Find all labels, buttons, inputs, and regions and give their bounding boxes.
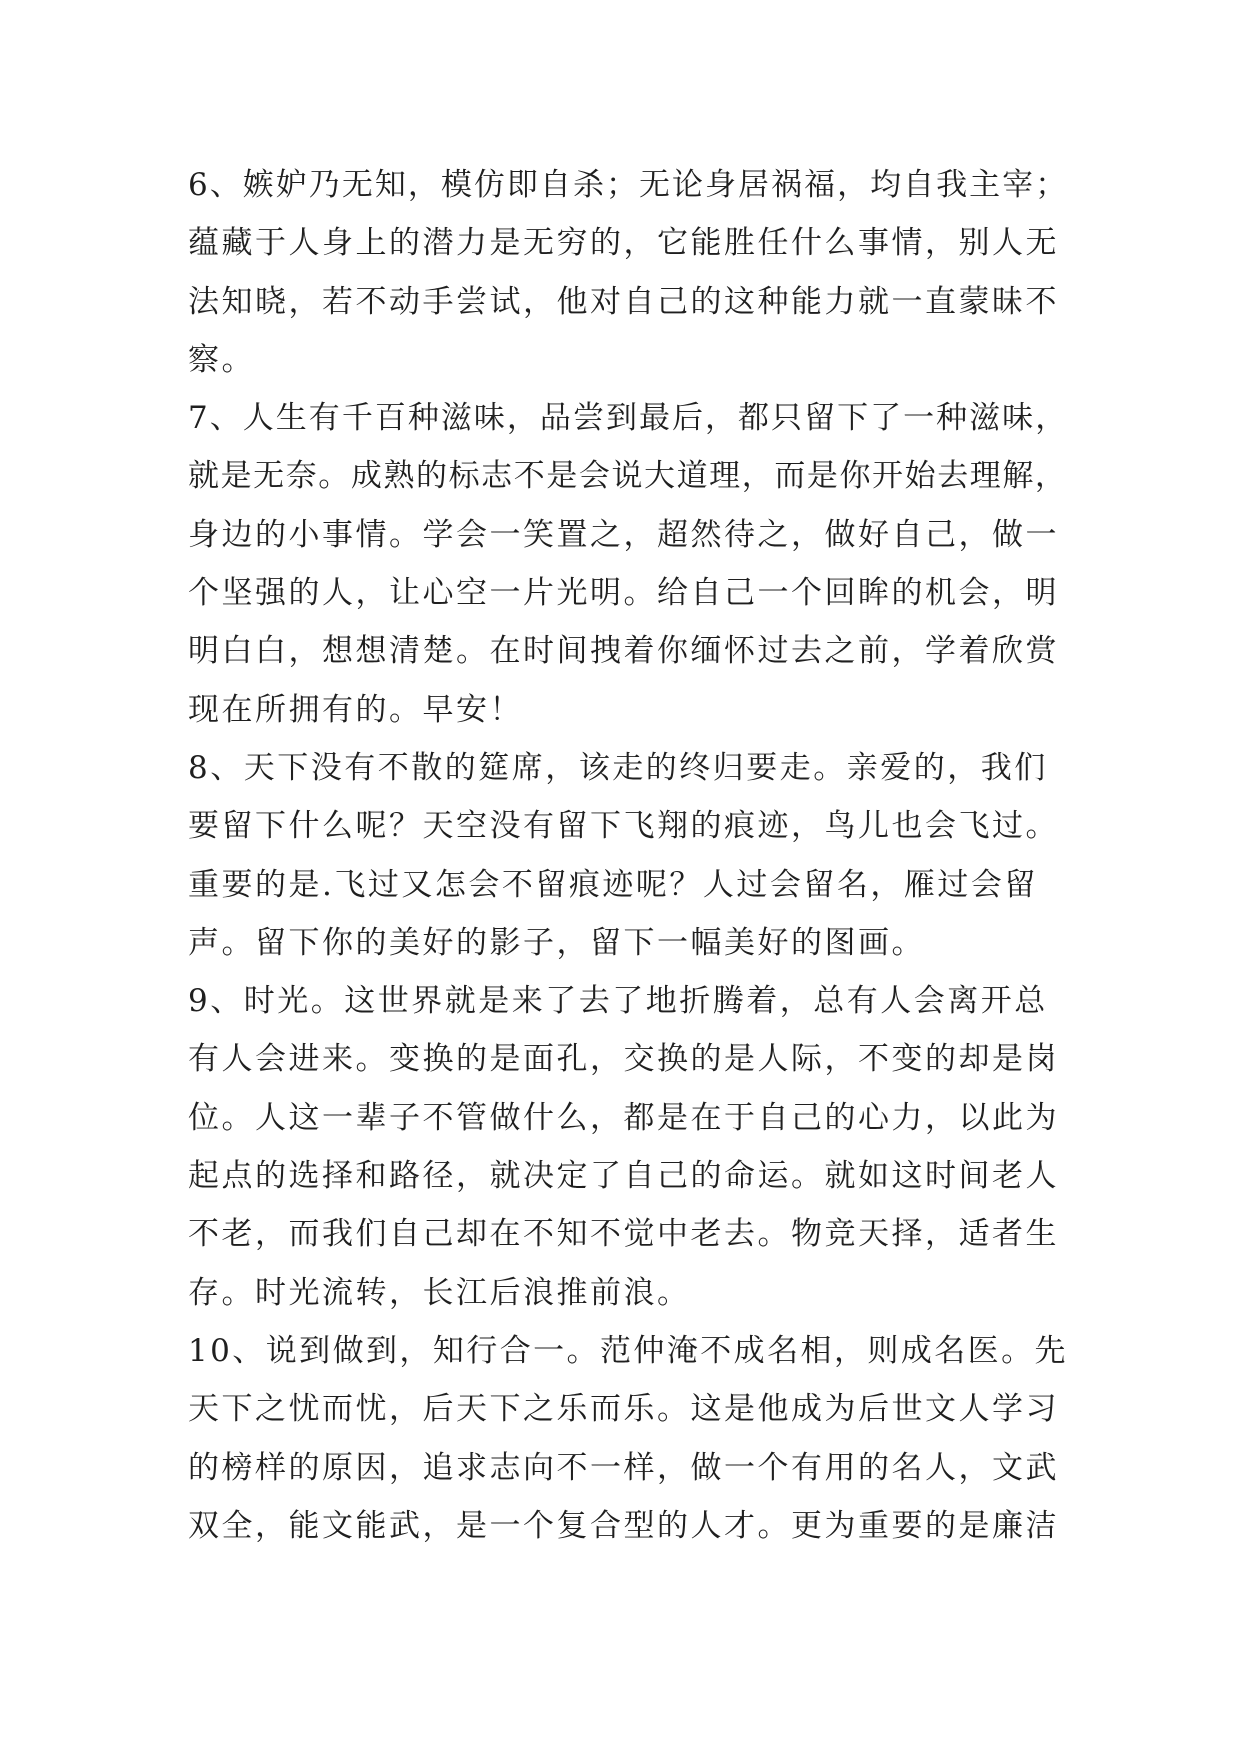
text-line: 双全，能文能武，是一个复合型的人才。更为重要的是廉洁 (188, 1507, 1059, 1544)
text-line: 重要的是.飞过又怎会不留痕迹呢？人过会留名，雁过会留 (188, 866, 1038, 903)
text-line: 的榜样的原因，追求志向不一样，做一个有用的名人，文武 (188, 1449, 1059, 1486)
text-line: 察。 (188, 341, 255, 378)
text-line: 9、时光。这世界就是来了去了地折腾着，总有人会离开总 (188, 983, 1048, 1020)
text-line: 8、天下没有不散的筵席，该走的终归要走。亲爱的，我们 (188, 749, 1048, 786)
text-line: 蕴藏于人身上的潜力是无穷的，它能胜任什么事情，别人无 (188, 225, 1059, 262)
text-line: 位。人这一辈子不管做什么，都是在于自己的心力，以此为 (188, 1099, 1059, 1136)
text-line: 个坚强的人，让心空一片光明。给自己一个回眸的机会，明 (188, 575, 1059, 612)
text-line: 法知晓，若不动手尝试，他对自己的这种能力就一直蒙昧不 (188, 283, 1059, 320)
text-line: 7、人生有千百种滋味，品尝到最后，都只留下了一种滋味， (188, 400, 1069, 437)
text-line: 就是无奈。成熟的标志不是会说大道理，而是你开始去理解， (188, 458, 1068, 495)
text-line: 6、嫉妒乃无知，模仿即自杀；无论身居祸福，均自我主宰； (188, 167, 1069, 203)
text-line: 明白白，想想清楚。在时间拽着你缅怀过去之前，学着欣赏 (188, 633, 1059, 670)
text-line: 要留下什么呢？天空没有留下飞翔的痕迹，鸟儿也会飞过。 (188, 808, 1059, 845)
text-line: 有人会进来。变换的是面孔，交换的是人际，不变的却是岗 (188, 1041, 1059, 1078)
text-line: 起点的选择和路径，就决定了自己的命运。就如这时间老人 (188, 1158, 1059, 1195)
text-line: 存。时光流转，长江后浪推前浪。 (188, 1274, 691, 1311)
text-line: 身边的小事情。学会一笑置之，超然待之，做好自己，做一 (188, 516, 1059, 553)
text-line: 现在所拥有的。早安！ (188, 691, 523, 728)
text-line: 声。留下你的美好的影子，留下一幅美好的图画。 (188, 924, 925, 961)
text-line: 10、说到做到，知行合一。范仲淹不成名相，则成名医。先 (188, 1332, 1068, 1369)
text-line: 天下之忧而忧，后天下之乐而乐。这是他成为后世文人学习 (188, 1391, 1059, 1428)
text-line: 不老，而我们自己却在不知不觉中老去。物竞天择，适者生 (188, 1216, 1059, 1253)
body-text (188, 156, 1069, 1555)
